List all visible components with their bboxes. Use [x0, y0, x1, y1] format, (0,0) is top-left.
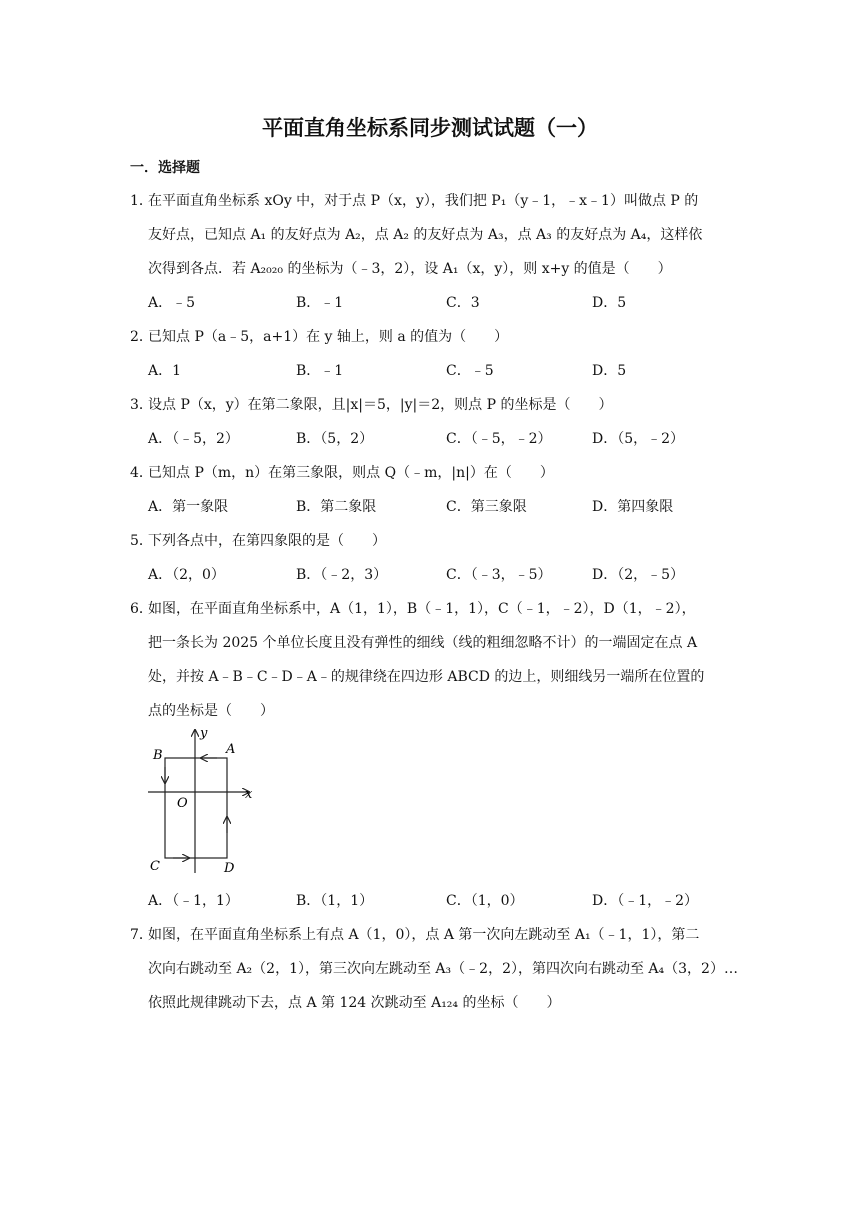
- option-b: B．﹣1: [296, 363, 344, 379]
- question-text: 次得到各点．若 A₂₀₂₀ 的坐标为（﹣3，2），设 A₁（x，y），则 x+y 的值是（ ）: [148, 261, 672, 277]
- label-y: y: [200, 726, 208, 741]
- question-text: 处，并按 A﹣B﹣C﹣D﹣A﹣的规律绕在四边形 ABCD 的边上，则细线另一端所在位置的: [148, 669, 705, 685]
- question-text: 在平面直角坐标系 xOy 中，对于点 P（x，y），我们把 P₁（y﹣1，﹣x﹣1）叫做点 P 的: [148, 193, 699, 209]
- option-a: A．﹣5: [148, 295, 196, 311]
- question-3: [130, 394, 612, 414]
- question-number: 7．: [130, 927, 153, 943]
- question-6: [130, 598, 696, 618]
- option-d: D．（﹣1，﹣2）: [592, 893, 699, 909]
- question-number: 5．: [130, 533, 153, 549]
- question-text: 已知点 P（a﹣5，a+1）在 y 轴上，则 a 的值为（ ）: [148, 329, 509, 345]
- question-text: 把一条长为 2025 个单位长度且没有弹性的细线（线的粗细忽略不计）的一端固定在点 A: [148, 635, 698, 651]
- option-d: D．5: [592, 363, 627, 379]
- option-c: C．（﹣5，﹣2）: [446, 431, 552, 447]
- question-text: 点的坐标是（ ）: [148, 703, 274, 719]
- option-c: C．3: [446, 295, 480, 311]
- option-c: C．第三象限: [446, 499, 527, 515]
- option-a: A．（﹣1，1）: [148, 893, 239, 909]
- page-title: 平面直角坐标系同步测试试题（一）: [262, 116, 598, 140]
- question-text: 如图，在平面直角坐标系中，A（1，1），B（﹣1，1），C（﹣1，﹣2），D（1，﹣2），: [148, 601, 696, 617]
- question-4: [130, 462, 554, 482]
- question-text: 已知点 P（m，n）在第三象限，则点 Q（﹣m，|n|）在（ ）: [148, 465, 554, 481]
- option-d: D．（2，﹣5）: [592, 567, 685, 583]
- option-c: C．﹣5: [446, 363, 494, 379]
- option-b: B．﹣1: [296, 295, 344, 311]
- question-7: [130, 924, 699, 944]
- rectangle-coordinate-figure: [145, 725, 260, 877]
- label-a: A: [226, 742, 236, 757]
- question-number: 1．: [130, 193, 153, 209]
- option-a: A．（2，0）: [148, 567, 225, 583]
- label-x: x: [245, 787, 253, 802]
- option-a: A．第一象限: [148, 499, 229, 515]
- option-c: C．（﹣3，﹣5）: [446, 567, 552, 583]
- question-number: 6．: [130, 601, 153, 617]
- option-b: B．（﹣2，3）: [296, 567, 388, 583]
- quadrilateral-abcd: [165, 758, 227, 858]
- label-d: D: [224, 861, 235, 876]
- question-number: 2．: [130, 329, 153, 345]
- question-number: 3．: [130, 397, 153, 413]
- question-text: 次向右跳动至 A₂（2，1），第三次向左跳动至 A₃（﹣2，2），第四次向右跳动至 A₄（3，2）…: [148, 961, 738, 977]
- label-c: C: [150, 859, 160, 874]
- label-o: O: [177, 796, 188, 811]
- option-a: A．（﹣5，2）: [148, 431, 239, 447]
- question-5: [130, 530, 386, 550]
- question-text: 依照此规律跳动下去，点 A 第 124 次跳动至 A₁₂₄ 的坐标（ ）: [148, 995, 561, 1011]
- option-a: A．1: [148, 363, 182, 379]
- option-d: D．5: [592, 295, 627, 311]
- label-b: B: [153, 748, 163, 763]
- question-text: 下列各点中，在第四象限的是（ ）: [148, 533, 386, 549]
- question-2: [130, 326, 508, 346]
- question-text: 设点 P（x，y）在第二象限，且|x|＝5，|y|＝2，则点 P 的坐标是（ ）: [148, 397, 613, 413]
- option-b: B．（5，2）: [296, 431, 374, 447]
- option-d: D．第四象限: [592, 499, 674, 515]
- option-c: C．（1，0）: [446, 893, 524, 909]
- question-1: [130, 190, 698, 210]
- option-d: D．（5，﹣2）: [592, 431, 685, 447]
- section-heading: 一．选择题: [130, 160, 200, 176]
- option-b: B．（1，1）: [296, 893, 374, 909]
- question-text: 友好点，已知点 A₁ 的友好点为 A₂，点 A₂ 的友好点为 A₃，点 A₃ 的友好点为 A₄，这样依: [148, 227, 703, 243]
- option-b: B．第二象限: [296, 499, 377, 515]
- question-number: 4．: [130, 465, 153, 481]
- question-text: 如图，在平面直角坐标系上有点 A（1，0），点 A 第一次向左跳动至 A₁（﹣1，1），第二: [148, 927, 700, 943]
